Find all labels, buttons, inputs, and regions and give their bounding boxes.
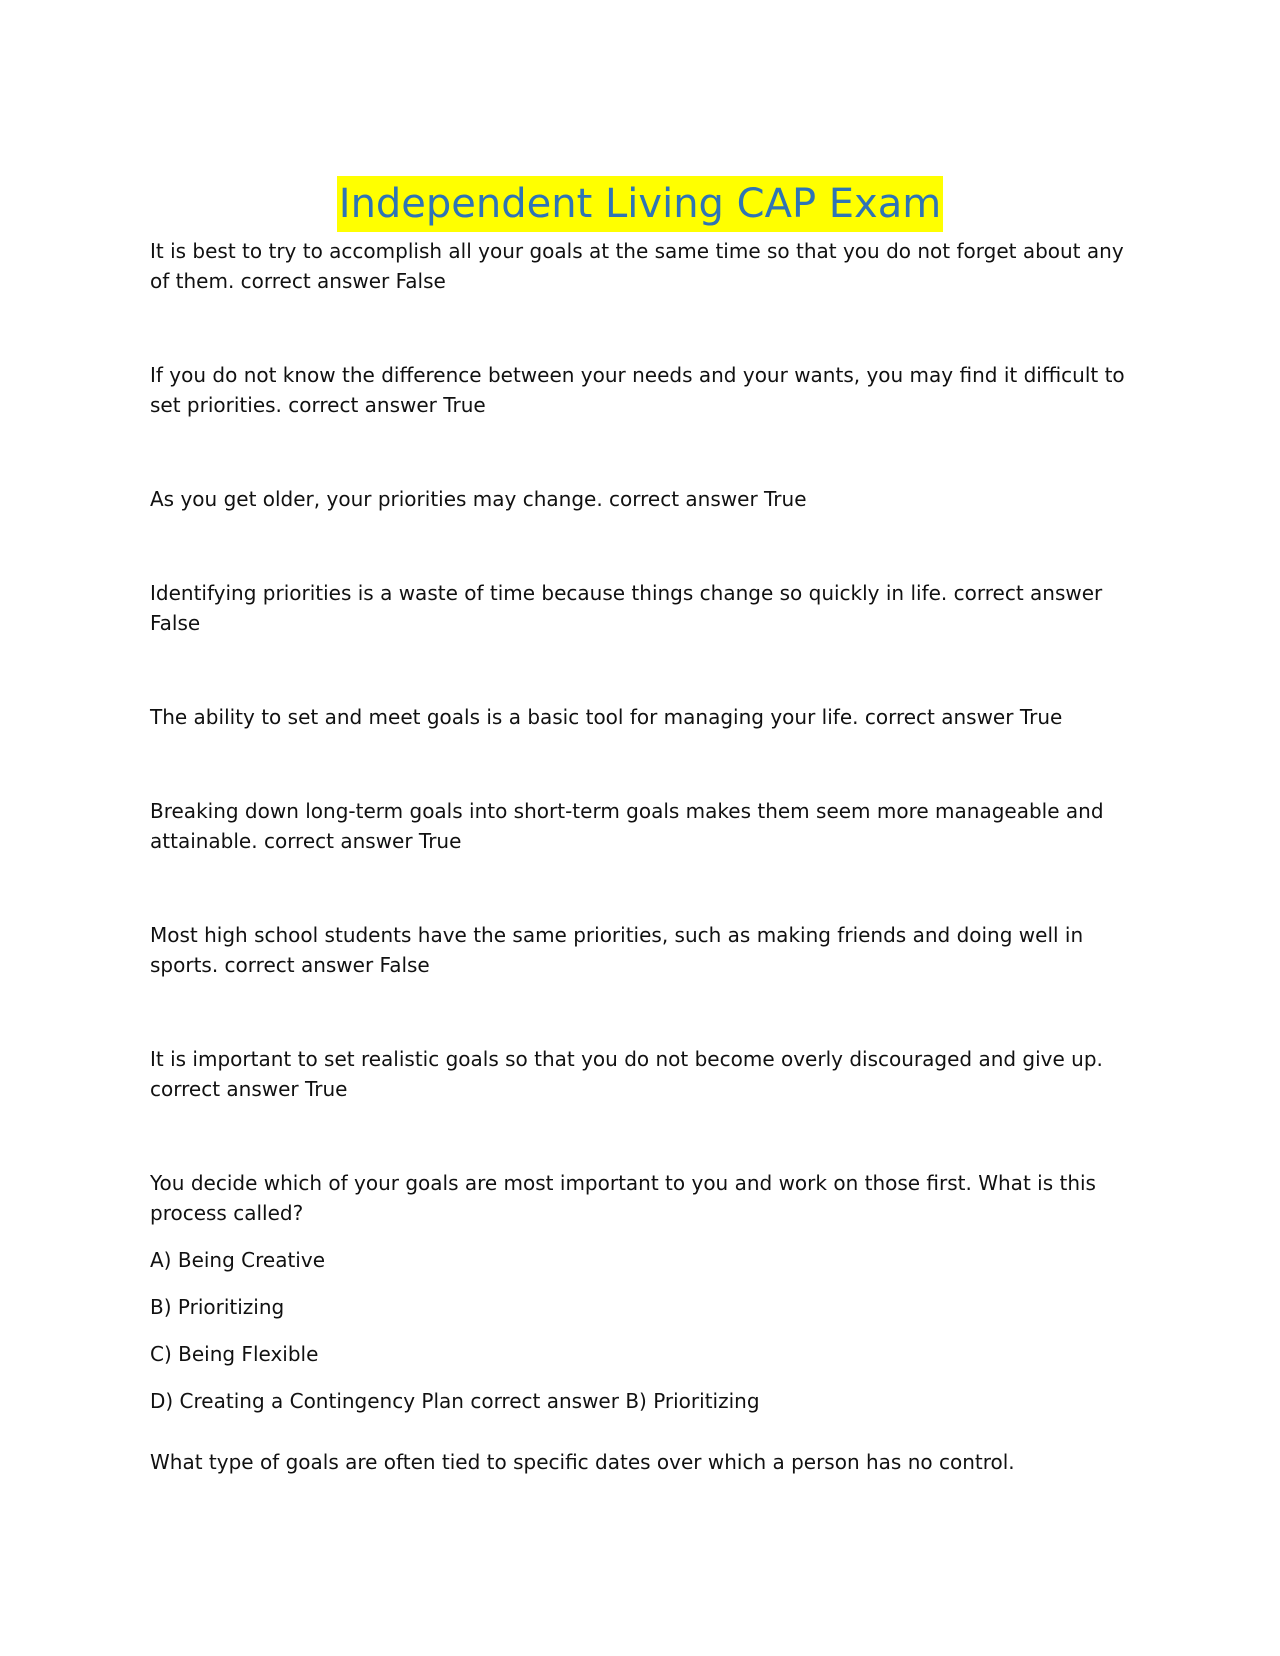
- question-item-3: As you get older, your priorities may change. correct answer True: [150, 487, 807, 511]
- question-item-7: Most high school students have the same priorities, such as making friends and doing well in sports. correct answer False: [150, 923, 1084, 977]
- spacer: [150, 638, 1130, 702]
- mc-question: You decide which of your goals are most important to you and work on those first. What is this process called?: [150, 1171, 1096, 1225]
- question-item-5: The ability to set and meet goals is a basic tool for managing your life. correct answer True: [150, 705, 1063, 729]
- title-container: [0, 176, 1280, 232]
- document-title: Independent Living CAP Exam: [337, 176, 943, 232]
- spacer: [150, 1322, 1130, 1339]
- spacer: [150, 1104, 1130, 1168]
- question-item-1: It is best to try to accomplish all your goals at the same time so that you do not forget about any of them. correct answer False: [150, 239, 1124, 293]
- question-item-6: Breaking down long-term goals into short-term goals makes them seem more manageable and attainable. correct answer True: [150, 799, 1104, 853]
- spacer: [150, 420, 1130, 484]
- mc-option-c: C) Being Flexible: [150, 1342, 319, 1366]
- spacer: [150, 856, 1130, 920]
- question-item-2: If you do not know the difference between your needs and your wants, you may find it difficult to set priorities. correct answer True: [150, 363, 1125, 417]
- spacer: [150, 296, 1130, 360]
- spacer: [150, 1369, 1130, 1386]
- question-item-4: Identifying priorities is a waste of time because things change so quickly in life. correct answer False: [150, 581, 1103, 635]
- question-item-8: It is important to set realistic goals so that you do not become overly discouraged and give up. correct answer True: [150, 1047, 1103, 1101]
- spacer: [150, 732, 1130, 796]
- last-question: What type of goals are often tied to specific dates over which a person has no control.: [150, 1450, 1015, 1474]
- spacer: [150, 980, 1130, 1044]
- document-body: [150, 236, 1130, 1416]
- spacer: [150, 514, 1130, 578]
- spacer: [150, 1228, 1130, 1245]
- spacer: [150, 1275, 1130, 1292]
- mc-option-b: B) Prioritizing: [150, 1295, 285, 1319]
- mc-option-d: D) Creating a Contingency Plan correct answer B) Prioritizing: [150, 1389, 760, 1413]
- mc-option-a: A) Being Creative: [150, 1248, 325, 1272]
